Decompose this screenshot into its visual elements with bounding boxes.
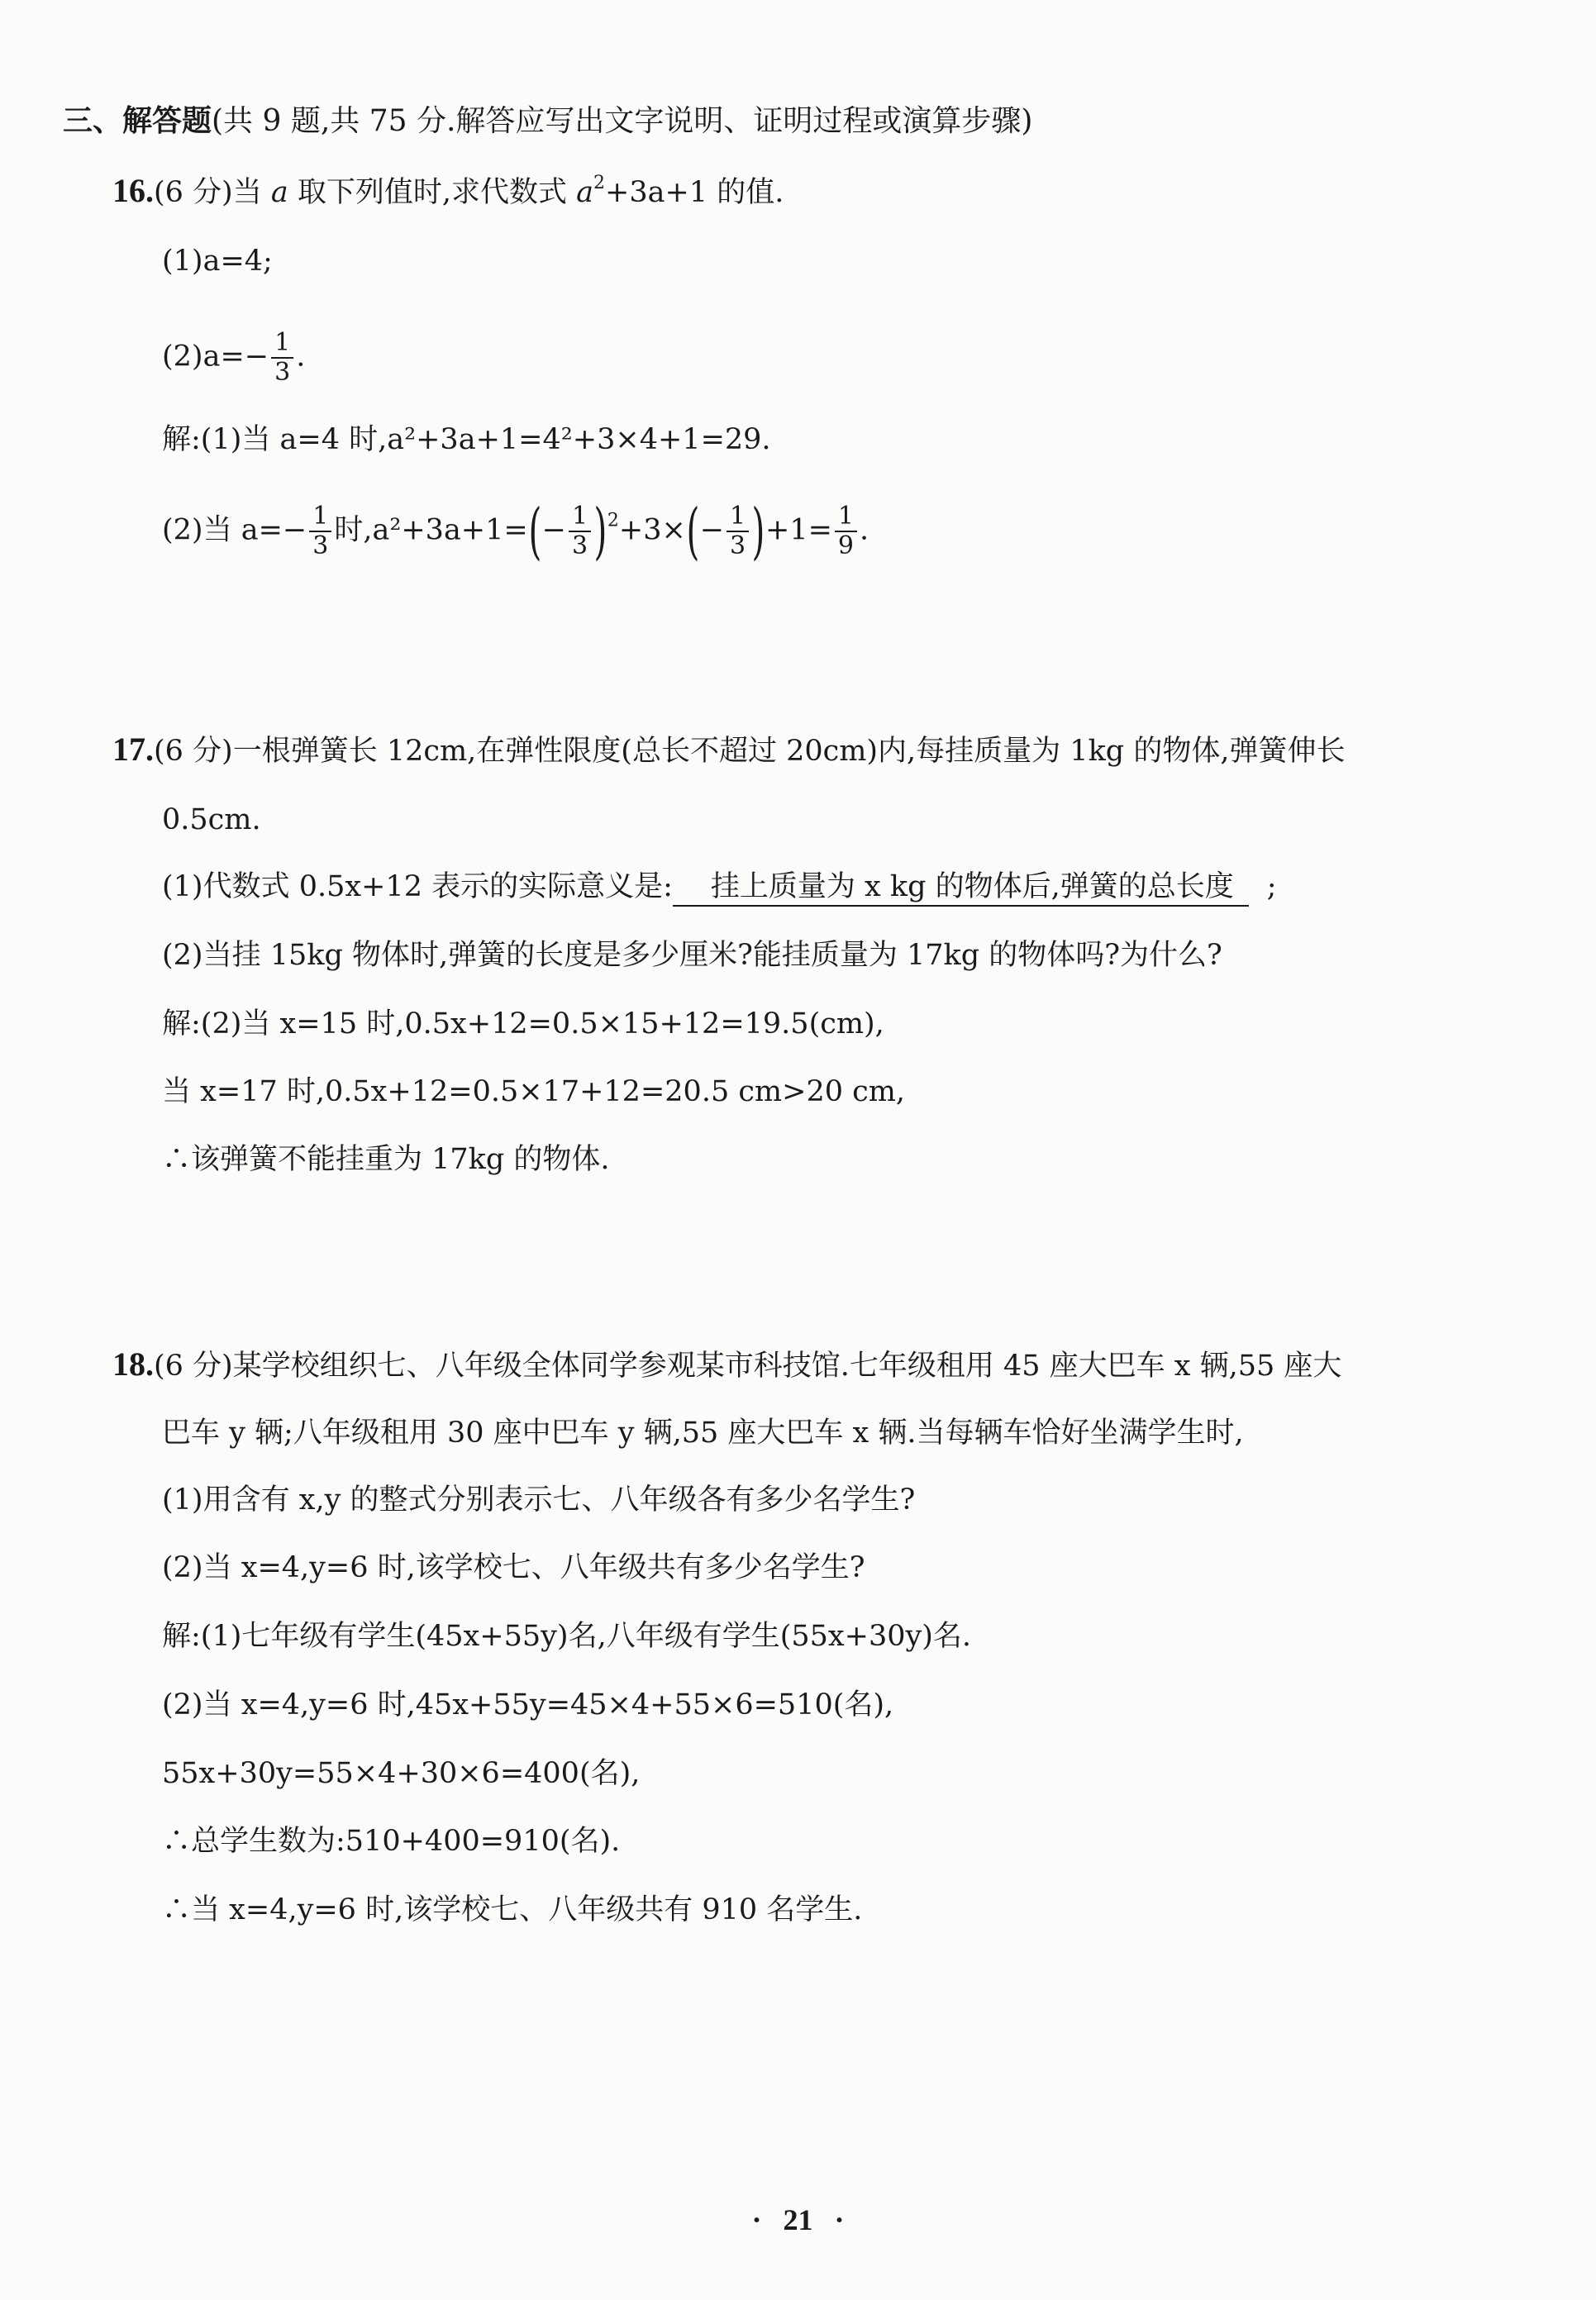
q17-points: (6 分) (154, 735, 233, 768)
q17-solution3: ∴该弹簧不能挂重为 17kg 的物体. (162, 1143, 610, 1176)
q17-stem-line1: 一根弹簧长 12cm,在弹性限度(总长不超过 20cm)内,每挂质量为 1kg 的物体,弹簧伸长 (232, 735, 1346, 768)
q17-part1: (1)代数式 0.5x+12 表示的实际意义是: 挂上质量为 x kg 的物体后,弹簧的总长度 ; (162, 867, 1277, 907)
q16-stem-a: 当 (232, 176, 262, 209)
q16-sol2-mid: 时,a²+3a+1= (334, 513, 528, 547)
q16-sol2-end: +1= (765, 513, 832, 547)
q18-stem (112, 1345, 1341, 1386)
section-note: (共 9 题,共 75 分.解答应写出文字说明、证明过程或演算步骤) (212, 104, 1033, 138)
q16-solution1: 解:(1)当 a=4 时,a²+3a+1=4²+3×4+1=29. (162, 423, 771, 456)
fraction: $\frac{1}{3}$ (271, 329, 293, 387)
q17-part2: (2)当挂 15kg 物体时,弹簧的长度是多少厘米?能挂质量为 17kg 的物体吗?为什么? (162, 939, 1222, 972)
q16-stem: 16.(6 分)当 a 取下列值时,求代数式 $a^2+3a+1$ 的值. (112, 172, 784, 209)
q17-answer-blank: 挂上质量为 x kg 的物体后,弹簧的总长度 (673, 869, 1249, 907)
q18-solution5: ∴当 x=4,y=6 时,该学校七、八年级共有 910 名学生. (162, 1893, 863, 1926)
section-title: 三、解答题 (63, 103, 212, 138)
q16-part1: (1)a=4; (162, 245, 273, 278)
q16-part2-prefix: (2)a=− (162, 340, 269, 374)
section-header (63, 101, 1032, 141)
q18-stem-line2: 巴车 y 辆;八年级租用 30 座中巴车 y 辆,55 座大巴车 x 辆.当每辆车恰好坐满学生时, (162, 1417, 1244, 1450)
q17-number: 17. (112, 731, 154, 768)
page-number: · 21 · (751, 2203, 845, 2236)
q16-stem-b: 取下列值时,求代数式 (297, 176, 568, 209)
q17-solution1: 解:(2)当 x=15 时,0.5x+12=0.5×15+12=19.5(cm), (162, 1007, 884, 1040)
q16-sol2-prefix: (2)当 a=− (162, 513, 307, 547)
q18-number: 18. (112, 1345, 154, 1383)
q18-stem-line1: 某学校组织七、八年级全体同学参观某市科技馆.七年级租用 45 座大巴车 x 辆,55 座大 (232, 1350, 1342, 1383)
q18-part1: (1)用含有 x,y 的整式分别表示七、八年级各有多少名学生? (162, 1483, 916, 1517)
q18-points: (6 分) (154, 1350, 233, 1383)
q17-stem (112, 730, 1345, 771)
q16-points: (6 分) (154, 176, 233, 209)
q17-solution2: 当 x=17 时,0.5x+12=0.5×17+12=20.5 cm>20 cm, (162, 1075, 906, 1108)
q18-solution3: 55x+30y=55×4+30×6=400(名), (162, 1757, 641, 1790)
q18-solution2: (2)当 x=4,y=6 时,45x+55y=45×4+55×6=510(名), (162, 1688, 894, 1721)
q18-part2: (2)当 x=4,y=6 时,该学校七、八年级共有多少名学生? (162, 1551, 865, 1584)
q16-solution2: (2)当 a=− $\frac{1}{3}$ 时,a²+3a+1=(− $\frac{1}{3}$ )$^2$+3×(− $\frac{1}{3}$ )+1= $\frac{1}{9}$ . (162, 496, 869, 567)
result-fraction: $\frac{1}{9}$ (835, 502, 857, 560)
q16-part2: (2)a=− $\frac{1}{3}$ . (162, 328, 306, 387)
q16-stem-c: +3a+1 的值. (605, 176, 784, 209)
q16-number: 16. (112, 172, 154, 209)
q16-sol2-mid2: +3× (618, 513, 686, 547)
q18-solution4: ∴总学生数为:510+400=910(名). (162, 1825, 621, 1858)
q17-part1-prefix: (1)代数式 0.5x+12 表示的实际意义是: (162, 870, 673, 903)
q18-solution1: 解:(1)七年级有学生(45x+55y)名,八年级有学生(55x+30y)名. (162, 1620, 972, 1653)
q17-stem-line2: 0.5cm. (162, 803, 261, 836)
